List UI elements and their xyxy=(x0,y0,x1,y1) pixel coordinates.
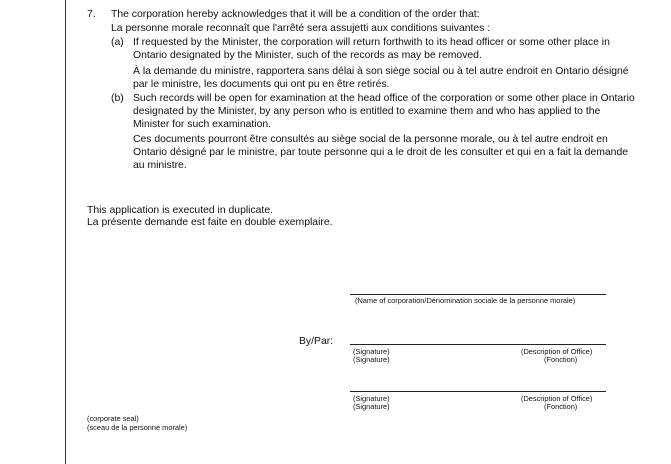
corporation-name-caption: (Name of corporation/Dénomination sociale de la personne morale) xyxy=(355,296,576,305)
signature-caption-en-2: (Signature) xyxy=(353,394,390,403)
section-number: 7. xyxy=(87,9,96,20)
corporation-name-line xyxy=(350,294,606,295)
item-a-label: (a) xyxy=(111,37,124,48)
duplicate-french: La présente demande est faite en double exemplaire. xyxy=(87,217,333,228)
item-a-english-line: Ontario designated by the Minister, such of the records as may be removed. xyxy=(133,50,482,61)
item-b-french-line: Ces documents pourront être consultés au siège social de la personne morale, ou à tel autre endroit en xyxy=(133,134,608,145)
signature-line-2 xyxy=(350,391,606,392)
item-a-french-line: À la demande du ministre, rapportera sans délai à son siège social ou à tel autre endroit en Ontario désigné xyxy=(133,66,629,77)
item-b-english-line: designated by the Minister, by any person who is entitled to examine them and who has applied to the xyxy=(133,106,601,117)
intro-french: La personne morale reconnaît que l'arrêté sera assujetti aux conditions suivantes : xyxy=(111,23,491,34)
intro-english: The corporation hereby acknowledges that it will be a condition of the order that: xyxy=(111,9,480,20)
office-caption-en-2: (Description of Office) xyxy=(521,394,593,403)
corporate-seal-french: (sceau de la personne morale) xyxy=(87,423,188,432)
item-b-french-line: Ontario désigné par le ministre, par toute personne qui a le droit de les consulter et qui en a fait la demande xyxy=(133,147,629,158)
by-par-label: By/Par: xyxy=(299,336,334,347)
signature-caption-fr-2: (Signature) xyxy=(353,402,390,411)
item-b-english-line: Minister for such examination. xyxy=(133,119,272,130)
duplicate-english: This application is executed in duplicate. xyxy=(87,205,273,216)
office-caption-en-1: (Description of Office) xyxy=(521,347,593,356)
corporate-seal-english: (corporate seal) xyxy=(87,414,139,423)
signature-caption-en-1: (Signature) xyxy=(353,347,390,356)
item-b-english-line: Such records will be open for examination at the head office of the corporation or some other place in Ontario xyxy=(133,93,635,104)
item-b-label: (b) xyxy=(111,93,124,104)
item-a-french-line: par le ministre, les documents qui ont pu en être retirés. xyxy=(133,79,390,90)
left-margin-rule xyxy=(65,0,66,464)
signature-caption-fr-1: (Signature) xyxy=(353,355,390,364)
office-caption-fr-1: (Fonction) xyxy=(544,355,578,364)
item-a-english-line: If requested by the Minister, the corporation will return forthwith to its head officer or some other place in xyxy=(133,37,610,48)
signature-line-1 xyxy=(350,344,606,345)
office-caption-fr-2: (Fonction) xyxy=(544,402,578,411)
item-b-french-line: au ministre. xyxy=(133,160,187,171)
